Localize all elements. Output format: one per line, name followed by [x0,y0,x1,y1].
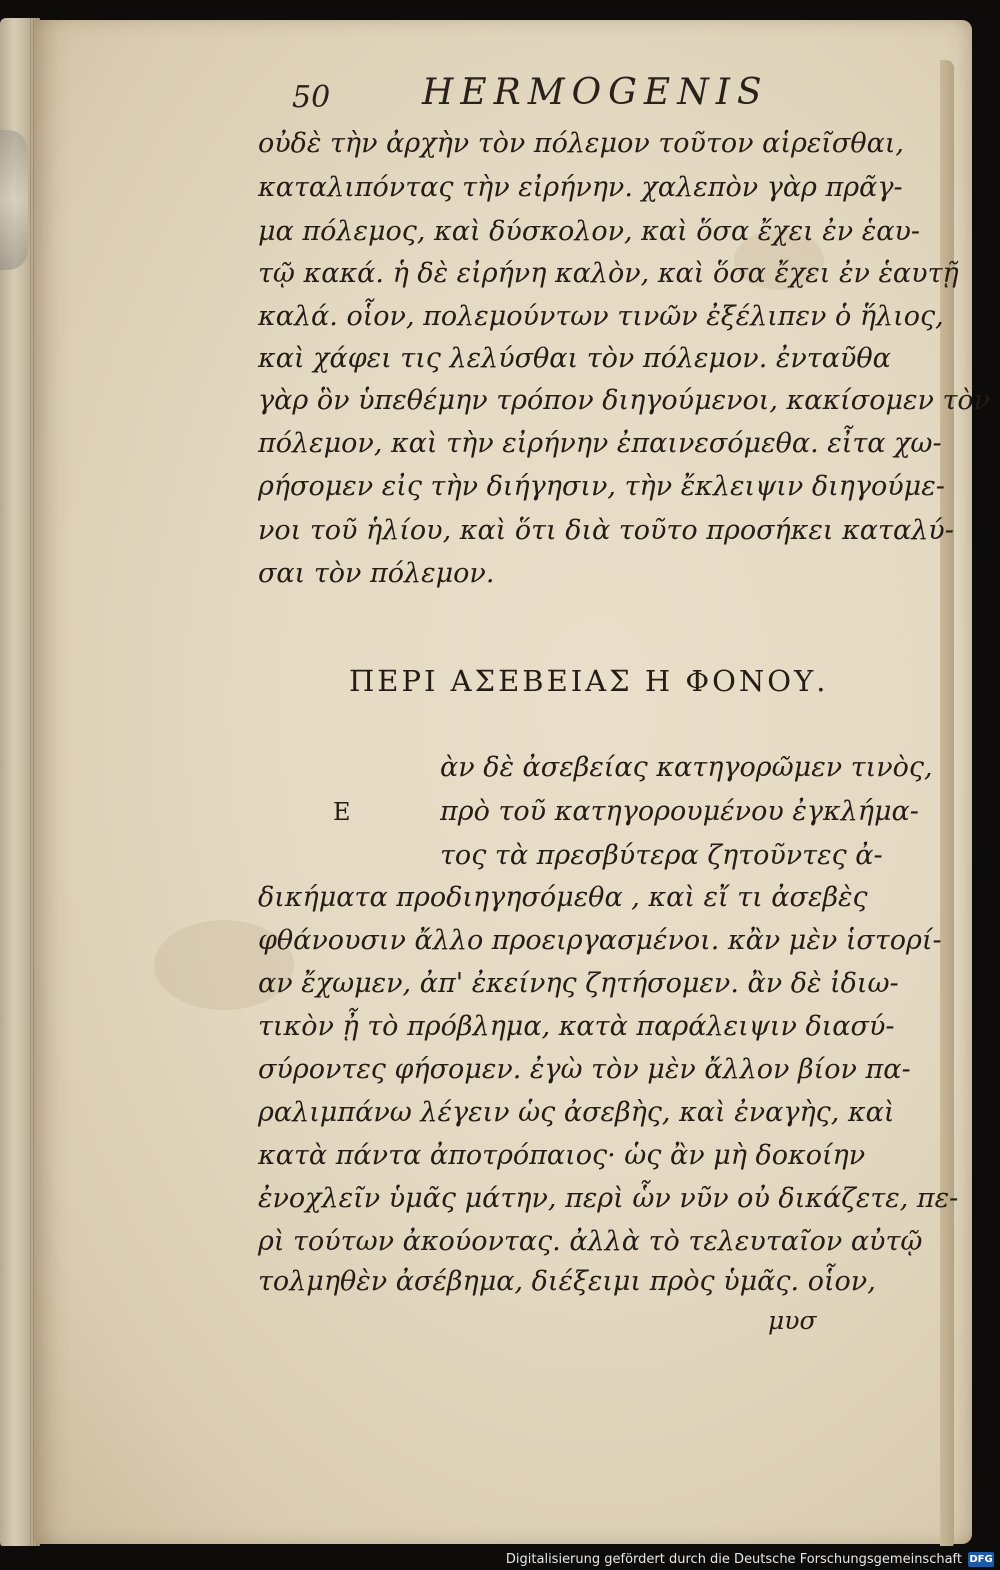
initial-letter: Ε [333,798,351,826]
page-number: 50 [292,80,331,115]
text-line: ραλιμπάνω λέγειν ὡς ἀσεβὴς, καὶ ἐναγὴς, καὶ [258,1097,895,1128]
page-clip [0,130,28,270]
dfg-logo-badge[interactable]: DFG [969,1554,993,1565]
text-line: σαι τὸν πόλεμον. [258,558,495,589]
text-line: καὶ χάφει τις λελύσθαι τὸν πόλεμον. ἐνταῦθα [258,343,891,374]
text-line: νοι τοῦ ἡλίου, καὶ ὅτι διὰ τοῦτο προσήκει καταλύ- [258,515,954,546]
text-line: ρήσομεν εἰς τὴν διήγησιν, τὴν ἔκλειψιν διηγούμε- [258,471,945,502]
text-line: τικὸν ᾖ τὸ πρόβλημα, κατὰ παράλειψιν διασύ- [258,1011,895,1042]
text-line: τολμηθὲν ἀσέβημα, διέξειμι πρὸς ὑμᾶς. οἷον, [258,1266,876,1297]
text-line: γὰρ ὃν ὑπεθέμην τρόπον διηγούμενοι, κακίσομεν τὸν [258,385,991,416]
text-line: φθάνουσιν ἄλλο προειργασμένοι. κἂν μὲν ἱστορί- [258,925,942,956]
text-line: τος τὰ πρεσβύτερα ζητοῦντες ἀ- [440,840,883,871]
text-line: ἐνοχλεῖν ὑμᾶς μάτην, περὶ ὧν νῦν οὐ δικάζετε, πε- [258,1183,959,1214]
text-line: πρὸ τοῦ κατηγορουμένου ἐγκλήμα- [440,796,919,827]
text-line: δικήματα προδιηγησόμεθα , καὶ εἴ τι ἀσεβὲς [258,882,868,913]
text-line: σύροντες φήσομεν. ἐγὼ τὸν μὲν ἄλλον βίον πα- [258,1054,911,1085]
footer-bar [0,1546,1000,1570]
text-line: πόλεμον, καὶ τὴν εἰρήνην ἐπαινεσόμεθα. εἶτα χω- [258,428,942,459]
text-line: τῷ κακά. ἡ δὲ εἰρήνη καλὸν, καὶ ὅσα ἔχει ἐν ἑαυτῇ [258,258,959,289]
running-head: HERMOGENIS [422,72,769,113]
text-line: κατὰ πάντα ἀποτρόπαιος· ὡς ἂν μὴ δοκοίην [258,1140,866,1171]
text-line: ὰν δὲ ἀσεβείας κατηγορῶμεν τινὸς, [440,752,933,783]
text-line: οὐδὲ τὴν ἀρχὴν τὸν πόλεμον τοῦτον αἱρεῖσθαι, [258,128,904,159]
text-line: αν ἔχωμεν, ἀπ' ἐκείνης ζητήσομεν. ἂν δὲ ἰδιω- [258,968,899,999]
catchword: μυσ [768,1306,817,1335]
text-line: καταλιπόντας τὴν εἰρήνην. χαλεπὸν γὰρ πρᾶγ- [258,172,903,203]
page-header [292,72,792,122]
digitization-credit: Digitalisierung gefördert durch die Deutsche Forschungsgemeinschaft [505,1552,962,1567]
text-line: καλά. οἷον, πολεμούντων τινῶν ἐξέλιπεν ὁ ἥλιος, [258,301,944,332]
section-heading: ΠΕΡΙ ΑΣΕΒΕΙΑΣ Η ΦΟΝΟΥ. [349,664,829,698]
text-line: μα πόλεμος, καὶ δύσκολον, καὶ ὅσα ἔχει ἐν ἑαυ- [258,216,921,247]
text-line: ρὶ τούτων ἀκούοντας. ἀλλὰ τὸ τελευταῖον αὐτῷ [258,1226,923,1257]
